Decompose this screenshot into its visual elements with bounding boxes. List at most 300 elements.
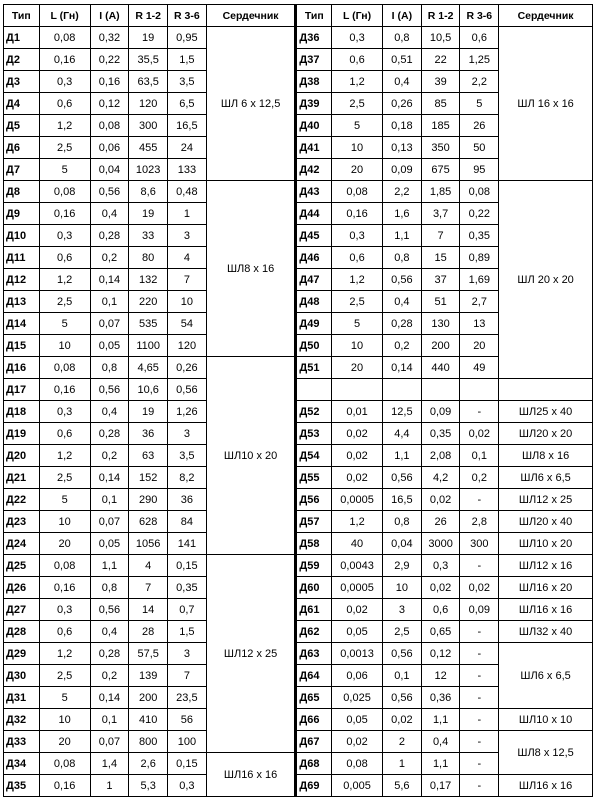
header-type: Тип <box>4 5 40 27</box>
type-cell: Д21 <box>4 467 40 489</box>
current-cell: 0,4 <box>383 291 422 313</box>
current-cell: 1,1 <box>383 225 422 247</box>
inductance-cell: 0,08 <box>39 357 90 379</box>
header-r36: R 3-6 <box>460 5 499 27</box>
r12-cell: 33 <box>129 225 168 247</box>
r36-cell: 0,35 <box>168 577 207 599</box>
inductance-cell: 0,6 <box>332 247 383 269</box>
current-cell: 1 <box>383 753 422 775</box>
r36-cell: 1,25 <box>460 49 499 71</box>
r36-cell: 84 <box>168 511 207 533</box>
type-cell: Д3 <box>4 71 40 93</box>
current-cell: 0,56 <box>90 379 129 401</box>
current-cell: 0,13 <box>383 137 422 159</box>
type-cell: Д65 <box>296 687 332 709</box>
current-cell: 0,56 <box>90 599 129 621</box>
r12-cell: 628 <box>129 511 168 533</box>
header-type: Тип <box>296 5 332 27</box>
current-cell: 0,56 <box>90 181 129 203</box>
inductance-cell: 0,16 <box>39 49 90 71</box>
current-cell: 0,1 <box>383 665 422 687</box>
current-cell: 0,8 <box>383 247 422 269</box>
r12-cell: 4 <box>129 555 168 577</box>
inductance-cell: 2,5 <box>39 291 90 313</box>
core-cell: ШЛ25 x 40 <box>499 401 593 423</box>
current-cell: 1,1 <box>90 555 129 577</box>
r12-cell: 0,02 <box>421 489 460 511</box>
type-cell: Д41 <box>296 137 332 159</box>
r36-cell: 0,7 <box>168 599 207 621</box>
header-row <box>4 5 593 27</box>
type-cell: Д43 <box>296 181 332 203</box>
type-cell: Д52 <box>296 401 332 423</box>
current-cell: 0,16 <box>90 71 129 93</box>
inductance-cell: 0,05 <box>332 621 383 643</box>
type-cell: Д60 <box>296 577 332 599</box>
current-cell: 0,4 <box>383 71 422 93</box>
r12-cell: 63,5 <box>129 71 168 93</box>
r12-cell: 200 <box>129 687 168 709</box>
type-cell: Д53 <box>296 423 332 445</box>
type-cell: Д19 <box>4 423 40 445</box>
inductance-cell: 0,0043 <box>332 555 383 577</box>
inductance-cell: 1,2 <box>332 511 383 533</box>
type-cell: Д26 <box>4 577 40 599</box>
type-cell: Д37 <box>296 49 332 71</box>
current-cell: 0,04 <box>90 159 129 181</box>
inductance-cell <box>332 379 383 401</box>
table-row <box>4 709 593 731</box>
r36-cell: - <box>460 489 499 511</box>
current-cell: 4,4 <box>383 423 422 445</box>
inductance-cell: 0,6 <box>39 621 90 643</box>
r36-cell: 0,48 <box>168 181 207 203</box>
r36-cell: 0,15 <box>168 753 207 775</box>
inductance-cell: 1,2 <box>332 71 383 93</box>
table-row <box>4 577 593 599</box>
r12-cell: 0,02 <box>421 577 460 599</box>
r12-cell: 0,35 <box>421 423 460 445</box>
current-cell: 0,06 <box>90 137 129 159</box>
table-row <box>4 511 593 533</box>
inductance-cell: 0,6 <box>39 423 90 445</box>
inductance-cell: 2,5 <box>39 467 90 489</box>
table-row <box>4 27 593 49</box>
r36-cell: 0,35 <box>460 225 499 247</box>
type-cell: Д67 <box>296 731 332 753</box>
r36-cell: - <box>460 401 499 423</box>
r36-cell: 10 <box>168 291 207 313</box>
core-cell: ШЛ20 x 20 <box>499 423 593 445</box>
r12-cell: 10,6 <box>129 379 168 401</box>
inductance-cell: 10 <box>332 335 383 357</box>
r36-cell: 49 <box>460 357 499 379</box>
type-cell: Д59 <box>296 555 332 577</box>
inductance-cell: 2,5 <box>39 665 90 687</box>
r12-cell: 15 <box>421 247 460 269</box>
type-cell: Д22 <box>4 489 40 511</box>
inductance-cell: 0,02 <box>332 467 383 489</box>
current-cell: 0,8 <box>383 27 422 49</box>
r12-cell: 1,1 <box>421 709 460 731</box>
inductance-cell: 40 <box>332 533 383 555</box>
r36-cell: 3,5 <box>168 445 207 467</box>
current-cell: 0,4 <box>90 621 129 643</box>
r36-cell: 2,7 <box>460 291 499 313</box>
header-current: I (A) <box>383 5 422 27</box>
r36-cell: 100 <box>168 731 207 753</box>
table-row <box>4 621 593 643</box>
type-cell: Д25 <box>4 555 40 577</box>
r36-cell: - <box>460 555 499 577</box>
type-cell: Д55 <box>296 467 332 489</box>
type-cell: Д12 <box>4 269 40 291</box>
r12-cell: 350 <box>421 137 460 159</box>
type-cell: Д69 <box>296 775 332 797</box>
table-row <box>4 533 593 555</box>
inductance-cell: 0,6 <box>332 49 383 71</box>
r36-cell: 3 <box>168 643 207 665</box>
type-cell: Д16 <box>4 357 40 379</box>
inductance-cell: 0,3 <box>39 71 90 93</box>
inductance-cell: 20 <box>39 731 90 753</box>
r12-cell: 0,17 <box>421 775 460 797</box>
inductance-cell: 20 <box>39 533 90 555</box>
inductance-cell: 0,08 <box>39 753 90 775</box>
inductance-cell: 0,005 <box>332 775 383 797</box>
table-row <box>4 599 593 621</box>
r12-cell: 28 <box>129 621 168 643</box>
r36-cell: 36 <box>168 489 207 511</box>
table-row <box>4 555 593 577</box>
r12-cell: 185 <box>421 115 460 137</box>
current-cell: 0,8 <box>90 577 129 599</box>
type-cell: Д30 <box>4 665 40 687</box>
r12-cell: 0,65 <box>421 621 460 643</box>
r36-cell: 0,6 <box>460 27 499 49</box>
current-cell: 0,4 <box>90 203 129 225</box>
r12-cell: 51 <box>421 291 460 313</box>
type-cell: Д44 <box>296 203 332 225</box>
inductance-cell: 1,2 <box>39 643 90 665</box>
core-cell: ШЛ12 x 16 <box>499 555 593 577</box>
inductance-cell: 0,16 <box>39 379 90 401</box>
current-cell: 0,04 <box>383 533 422 555</box>
r36-cell: 24 <box>168 137 207 159</box>
type-cell: Д35 <box>4 775 40 797</box>
type-cell: Д13 <box>4 291 40 313</box>
current-cell: 0,28 <box>90 423 129 445</box>
inductance-cell: 20 <box>332 159 383 181</box>
type-cell: Д11 <box>4 247 40 269</box>
current-cell: 1,4 <box>90 753 129 775</box>
inductance-cell: 0,3 <box>39 225 90 247</box>
type-cell: Д38 <box>296 71 332 93</box>
r12-cell: 0,12 <box>421 643 460 665</box>
type-cell: Д61 <box>296 599 332 621</box>
inductance-cell: 1,2 <box>39 115 90 137</box>
type-cell: Д45 <box>296 225 332 247</box>
inductance-cell: 0,3 <box>39 599 90 621</box>
r12-cell: 1056 <box>129 533 168 555</box>
inductance-cell: 0,16 <box>39 775 90 797</box>
r36-cell: 8,2 <box>168 467 207 489</box>
type-cell: Д7 <box>4 159 40 181</box>
current-cell: 0,1 <box>90 489 129 511</box>
r36-cell: 2,2 <box>460 71 499 93</box>
current-cell <box>383 379 422 401</box>
type-cell: Д46 <box>296 247 332 269</box>
type-cell: Д40 <box>296 115 332 137</box>
type-cell: Д24 <box>4 533 40 555</box>
inductance-cell: 10 <box>39 709 90 731</box>
current-cell: 0,56 <box>383 643 422 665</box>
r36-cell: 133 <box>168 159 207 181</box>
type-cell: Д9 <box>4 203 40 225</box>
type-cell: Д10 <box>4 225 40 247</box>
r12-cell: 39 <box>421 71 460 93</box>
r12-cell: 535 <box>129 313 168 335</box>
type-cell: Д4 <box>4 93 40 115</box>
core-cell: ШЛ 16 x 16 <box>499 27 593 181</box>
r36-cell: 0,1 <box>460 445 499 467</box>
type-cell: Д48 <box>296 291 332 313</box>
header-inductance: L (Гн) <box>332 5 383 27</box>
inductance-cell: 0,08 <box>332 753 383 775</box>
table-row <box>4 489 593 511</box>
inductance-cell: 0,0005 <box>332 577 383 599</box>
inductance-cell: 0,05 <box>332 709 383 731</box>
r12-cell: 2,6 <box>129 753 168 775</box>
r12-cell: 26 <box>421 511 460 533</box>
core-cell: ШЛ8 x 16 <box>206 181 296 357</box>
r12-cell: 19 <box>129 203 168 225</box>
inductance-cell: 5 <box>39 159 90 181</box>
current-cell: 1,1 <box>383 445 422 467</box>
core-cell: ШЛ10 x 20 <box>499 533 593 555</box>
r12-cell: 290 <box>129 489 168 511</box>
inductance-cell: 0,02 <box>332 599 383 621</box>
r36-cell: 0,26 <box>168 357 207 379</box>
type-cell: Д64 <box>296 665 332 687</box>
r36-cell: 3,5 <box>168 71 207 93</box>
inductance-cell: 0,02 <box>332 423 383 445</box>
core-cell: ШЛ 6 x 12,5 <box>206 27 296 181</box>
type-cell: Д1 <box>4 27 40 49</box>
r36-cell: 1,5 <box>168 49 207 71</box>
type-cell: Д6 <box>4 137 40 159</box>
r36-cell: 54 <box>168 313 207 335</box>
table-row <box>4 181 593 203</box>
current-cell: 1,6 <box>383 203 422 225</box>
type-cell: Д29 <box>4 643 40 665</box>
r12-cell: 19 <box>129 27 168 49</box>
r36-cell: 56 <box>168 709 207 731</box>
table-row <box>4 401 593 423</box>
r36-cell: 7 <box>168 269 207 291</box>
type-cell: Д20 <box>4 445 40 467</box>
r12-cell: 14 <box>129 599 168 621</box>
header-core: Сердечник <box>499 5 593 27</box>
r12-cell: 63 <box>129 445 168 467</box>
r12-cell: 3,7 <box>421 203 460 225</box>
r36-cell: 6,5 <box>168 93 207 115</box>
type-cell: Д5 <box>4 115 40 137</box>
inductance-cell: 10 <box>332 137 383 159</box>
r36-cell: 7 <box>168 665 207 687</box>
inductance-cell: 5 <box>332 115 383 137</box>
current-cell: 0,56 <box>383 269 422 291</box>
current-cell: 0,02 <box>383 709 422 731</box>
core-cell: ШЛ6 x 6,5 <box>499 643 593 709</box>
type-cell: Д32 <box>4 709 40 731</box>
r12-cell: 130 <box>421 313 460 335</box>
type-cell: Д57 <box>296 511 332 533</box>
current-cell: 0,18 <box>383 115 422 137</box>
table-row <box>4 423 593 445</box>
r12-cell: 12 <box>421 665 460 687</box>
r36-cell: 0,56 <box>168 379 207 401</box>
r12-cell: 1,1 <box>421 753 460 775</box>
core-cell: ШЛ8 x 16 <box>499 445 593 467</box>
table-row <box>4 467 593 489</box>
r12-cell: 120 <box>129 93 168 115</box>
type-cell: Д18 <box>4 401 40 423</box>
current-cell: 16,5 <box>383 489 422 511</box>
type-cell: Д15 <box>4 335 40 357</box>
inductance-cell: 0,16 <box>332 203 383 225</box>
r12-cell: 4,65 <box>129 357 168 379</box>
inductance-cell: 0,3 <box>39 401 90 423</box>
r36-cell: 1,5 <box>168 621 207 643</box>
header-inductance: L (Гн) <box>39 5 90 27</box>
core-cell: ШЛ10 x 10 <box>499 709 593 731</box>
inductance-cell: 0,08 <box>39 27 90 49</box>
r36-cell: - <box>460 709 499 731</box>
r12-cell: 220 <box>129 291 168 313</box>
table-row <box>4 643 593 665</box>
core-cell: ШЛ32 x 40 <box>499 621 593 643</box>
current-cell: 0,2 <box>90 247 129 269</box>
inductance-cell: 0,16 <box>39 577 90 599</box>
current-cell: 3 <box>383 599 422 621</box>
r12-cell: 80 <box>129 247 168 269</box>
r36-cell: 5 <box>460 93 499 115</box>
inductance-cell: 0,3 <box>332 225 383 247</box>
current-cell: 0,2 <box>383 335 422 357</box>
r36-cell: 120 <box>168 335 207 357</box>
current-cell: 0,8 <box>383 511 422 533</box>
core-cell: ШЛ8 x 12,5 <box>499 731 593 775</box>
inductance-cell: 1,2 <box>332 269 383 291</box>
inductance-cell: 1,2 <box>39 445 90 467</box>
current-cell: 2 <box>383 731 422 753</box>
type-cell: Д68 <box>296 753 332 775</box>
r12-cell: 1,85 <box>421 181 460 203</box>
r12-cell: 8,6 <box>129 181 168 203</box>
type-cell: Д50 <box>296 335 332 357</box>
core-cell: ШЛ16 x 16 <box>499 599 593 621</box>
r36-cell: - <box>460 753 499 775</box>
current-cell: 0,56 <box>383 467 422 489</box>
inductance-cell: 0,02 <box>332 445 383 467</box>
type-cell: Д14 <box>4 313 40 335</box>
current-cell: 0,28 <box>90 643 129 665</box>
r36-cell: 0,02 <box>460 423 499 445</box>
inductance-cell: 0,3 <box>332 27 383 49</box>
core-cell: ШЛ12 x 25 <box>499 489 593 511</box>
inductance-cell: 0,0005 <box>332 489 383 511</box>
r12-cell: 85 <box>421 93 460 115</box>
current-cell: 0,2 <box>90 665 129 687</box>
current-cell: 0,28 <box>90 225 129 247</box>
inductance-cell: 0,08 <box>39 181 90 203</box>
core-cell <box>499 379 593 401</box>
r36-cell: 141 <box>168 533 207 555</box>
r12-cell: 0,3 <box>421 555 460 577</box>
inductance-cell: 10 <box>39 511 90 533</box>
current-cell: 10 <box>383 577 422 599</box>
type-cell <box>296 379 332 401</box>
r12-cell: 455 <box>129 137 168 159</box>
inductance-cell: 0,16 <box>39 203 90 225</box>
r36-cell: 4 <box>168 247 207 269</box>
r12-cell: 7 <box>129 577 168 599</box>
r36-cell: 0,02 <box>460 577 499 599</box>
core-cell: ШЛ 20 x 20 <box>499 181 593 379</box>
current-cell: 0,12 <box>90 93 129 115</box>
current-cell: 0,4 <box>90 401 129 423</box>
r36-cell: - <box>460 775 499 797</box>
current-cell: 0,1 <box>90 709 129 731</box>
r36-cell: 0,89 <box>460 247 499 269</box>
r12-cell: 10,5 <box>421 27 460 49</box>
r36-cell: 95 <box>460 159 499 181</box>
core-cell: ШЛ20 x 40 <box>499 511 593 533</box>
current-cell: 0,14 <box>90 467 129 489</box>
core-cell: ШЛ6 x 6,5 <box>499 467 593 489</box>
inductance-cell: 2,5 <box>332 291 383 313</box>
current-cell: 0,09 <box>383 159 422 181</box>
r36-cell: 2,8 <box>460 511 499 533</box>
r12-cell: 200 <box>421 335 460 357</box>
r12-cell: 22 <box>421 49 460 71</box>
table-row <box>4 445 593 467</box>
inductance-cell: 2,5 <box>39 137 90 159</box>
core-cell: ШЛ12 x 25 <box>206 555 296 753</box>
r12-cell: 139 <box>129 665 168 687</box>
r36-cell: 1,26 <box>168 401 207 423</box>
type-cell: Д62 <box>296 621 332 643</box>
table-row <box>4 379 593 401</box>
current-cell: 0,56 <box>383 687 422 709</box>
r12-cell: 0,36 <box>421 687 460 709</box>
inductance-cell: 10 <box>39 335 90 357</box>
header-r12: R 1-2 <box>421 5 460 27</box>
r36-cell: 23,5 <box>168 687 207 709</box>
type-cell: Д54 <box>296 445 332 467</box>
inductance-cell: 0,6 <box>39 93 90 115</box>
inductance-cell: 5 <box>332 313 383 335</box>
current-cell: 2,5 <box>383 621 422 643</box>
r36-cell: 0,3 <box>168 775 207 797</box>
r36-cell: 1 <box>168 203 207 225</box>
r36-cell: 16,5 <box>168 115 207 137</box>
choke-specification-table <box>3 4 593 797</box>
table-row <box>4 775 593 797</box>
core-cell: ШЛ16 x 20 <box>499 577 593 599</box>
r12-cell: 675 <box>421 159 460 181</box>
